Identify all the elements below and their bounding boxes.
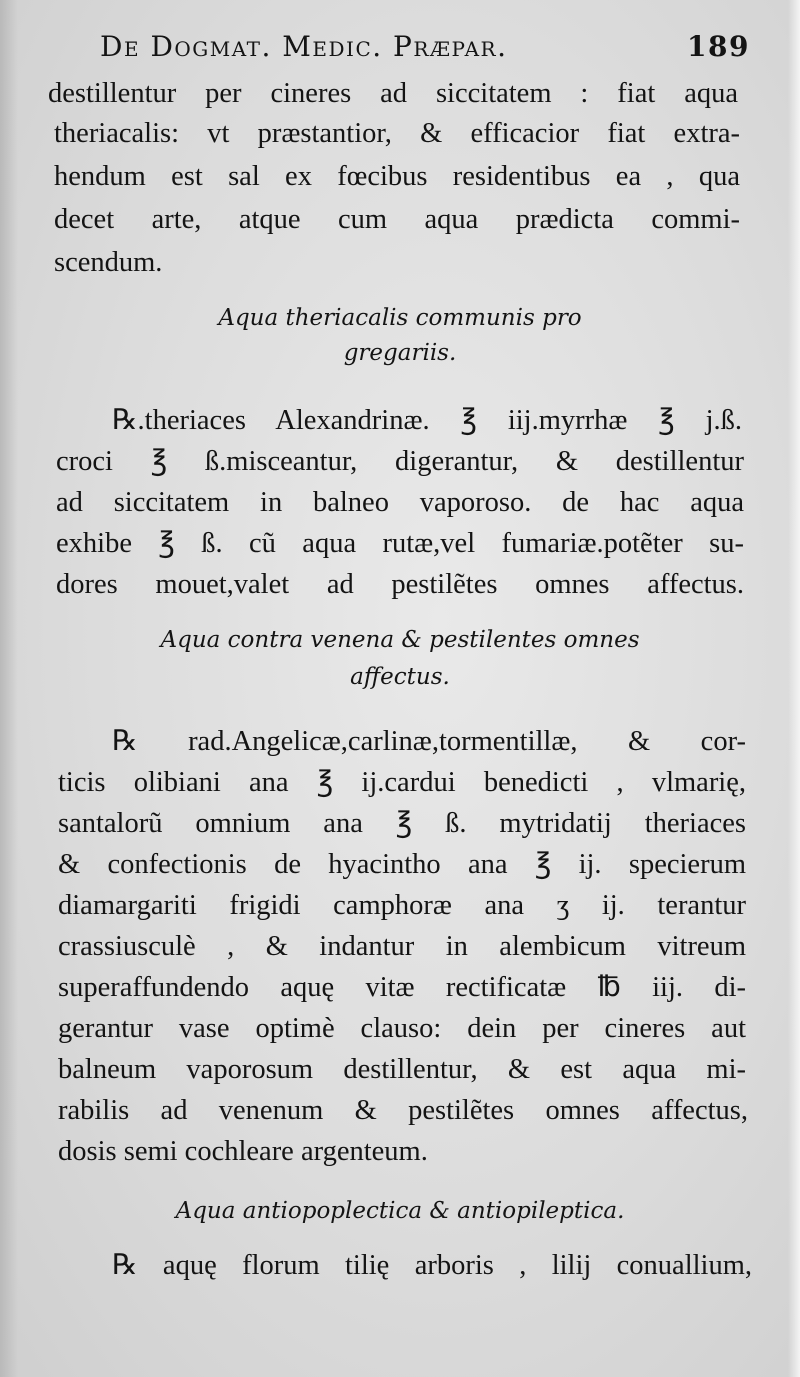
text-line: hendum est sal ex fœcibus residentibus ea , qua — [54, 161, 740, 192]
text-line: decet arte, atque cum aqua prædicta commi- — [54, 204, 740, 235]
recipe-line: ticis olibiani ana ℥ ij.cardui benedicti , vlmarię, — [58, 767, 746, 798]
recipe-line: diamargariti frigidi camphoræ ana ʒ ij. terantur — [58, 890, 746, 921]
running-header — [100, 30, 750, 74]
recipe-line: santalorũ omnium ana ℥ ß. mytridatij theriaces — [58, 808, 746, 839]
recipe-line: balneum vaporosum destillentur, & est aqua mi- — [58, 1054, 746, 1085]
recipe-heading: Aqua theriacalis communis pro — [218, 305, 582, 331]
recipe-line: exhibe ℥ ß. cũ aqua rutæ,vel fumariæ.potẽter su- — [56, 528, 744, 559]
recipe-line: ℞ aquę florum tilię arboris , lilij conuallium, — [112, 1250, 752, 1281]
show-through-texture — [120, 245, 760, 275]
recipe-line: croci ℥ ß.misceantur, digerantur, & destillentur — [56, 446, 744, 477]
running-title: De Dogmat. Medic. Præpar. — [100, 30, 508, 63]
recipe-line: ℞.theriaces Alexandrinæ. ℥ iij.myrrhæ ℥ j.ß. — [112, 405, 742, 436]
recipe-line: gerantur vase optimè clauso: dein per cineres aut — [58, 1013, 746, 1044]
page-number: 189 — [687, 30, 750, 63]
text-line: theriacalis: vt præstantior, & efficacior fiat extra- — [54, 118, 740, 149]
text-line: scendum. — [54, 247, 163, 278]
page-edge-highlight — [788, 0, 800, 1377]
recipe-line: ℞ rad.Angelicæ,carlinæ,tormentillæ, & cor- — [112, 726, 746, 757]
recipe-line: dores mouet,valet ad pestilẽtes omnes affectus. — [56, 569, 744, 600]
recipe-line: rabilis ad venenum & pestilẽtes omnes affectus, — [58, 1095, 748, 1126]
recipe-heading: Aqua antiopoplectica & antiopileptica. — [175, 1198, 625, 1224]
recipe-heading: gregariis. — [343, 340, 457, 366]
recipe-line: superaffundendo aquę vitæ rectificatæ ℔ iij. di- — [58, 972, 746, 1003]
recipe-line: crassiusculè , & indantur in alembicum vitreum — [58, 931, 746, 962]
recipe-line: & confectionis de hyacintho ana ℥ ij. specierum — [58, 849, 746, 880]
text-line: destillentur per cineres ad siccitatem : fiat aqua — [48, 78, 738, 109]
recipe-heading: affectus. — [350, 664, 450, 690]
recipe-heading: Aqua contra venena & pestilentes omnes — [160, 627, 640, 653]
page-edge-shadow — [0, 0, 18, 1377]
recipe-line: ad siccitatem in balneo vaporoso. de hac aqua — [56, 487, 744, 518]
recipe-line: dosis semi cochleare argenteum. — [58, 1136, 428, 1167]
